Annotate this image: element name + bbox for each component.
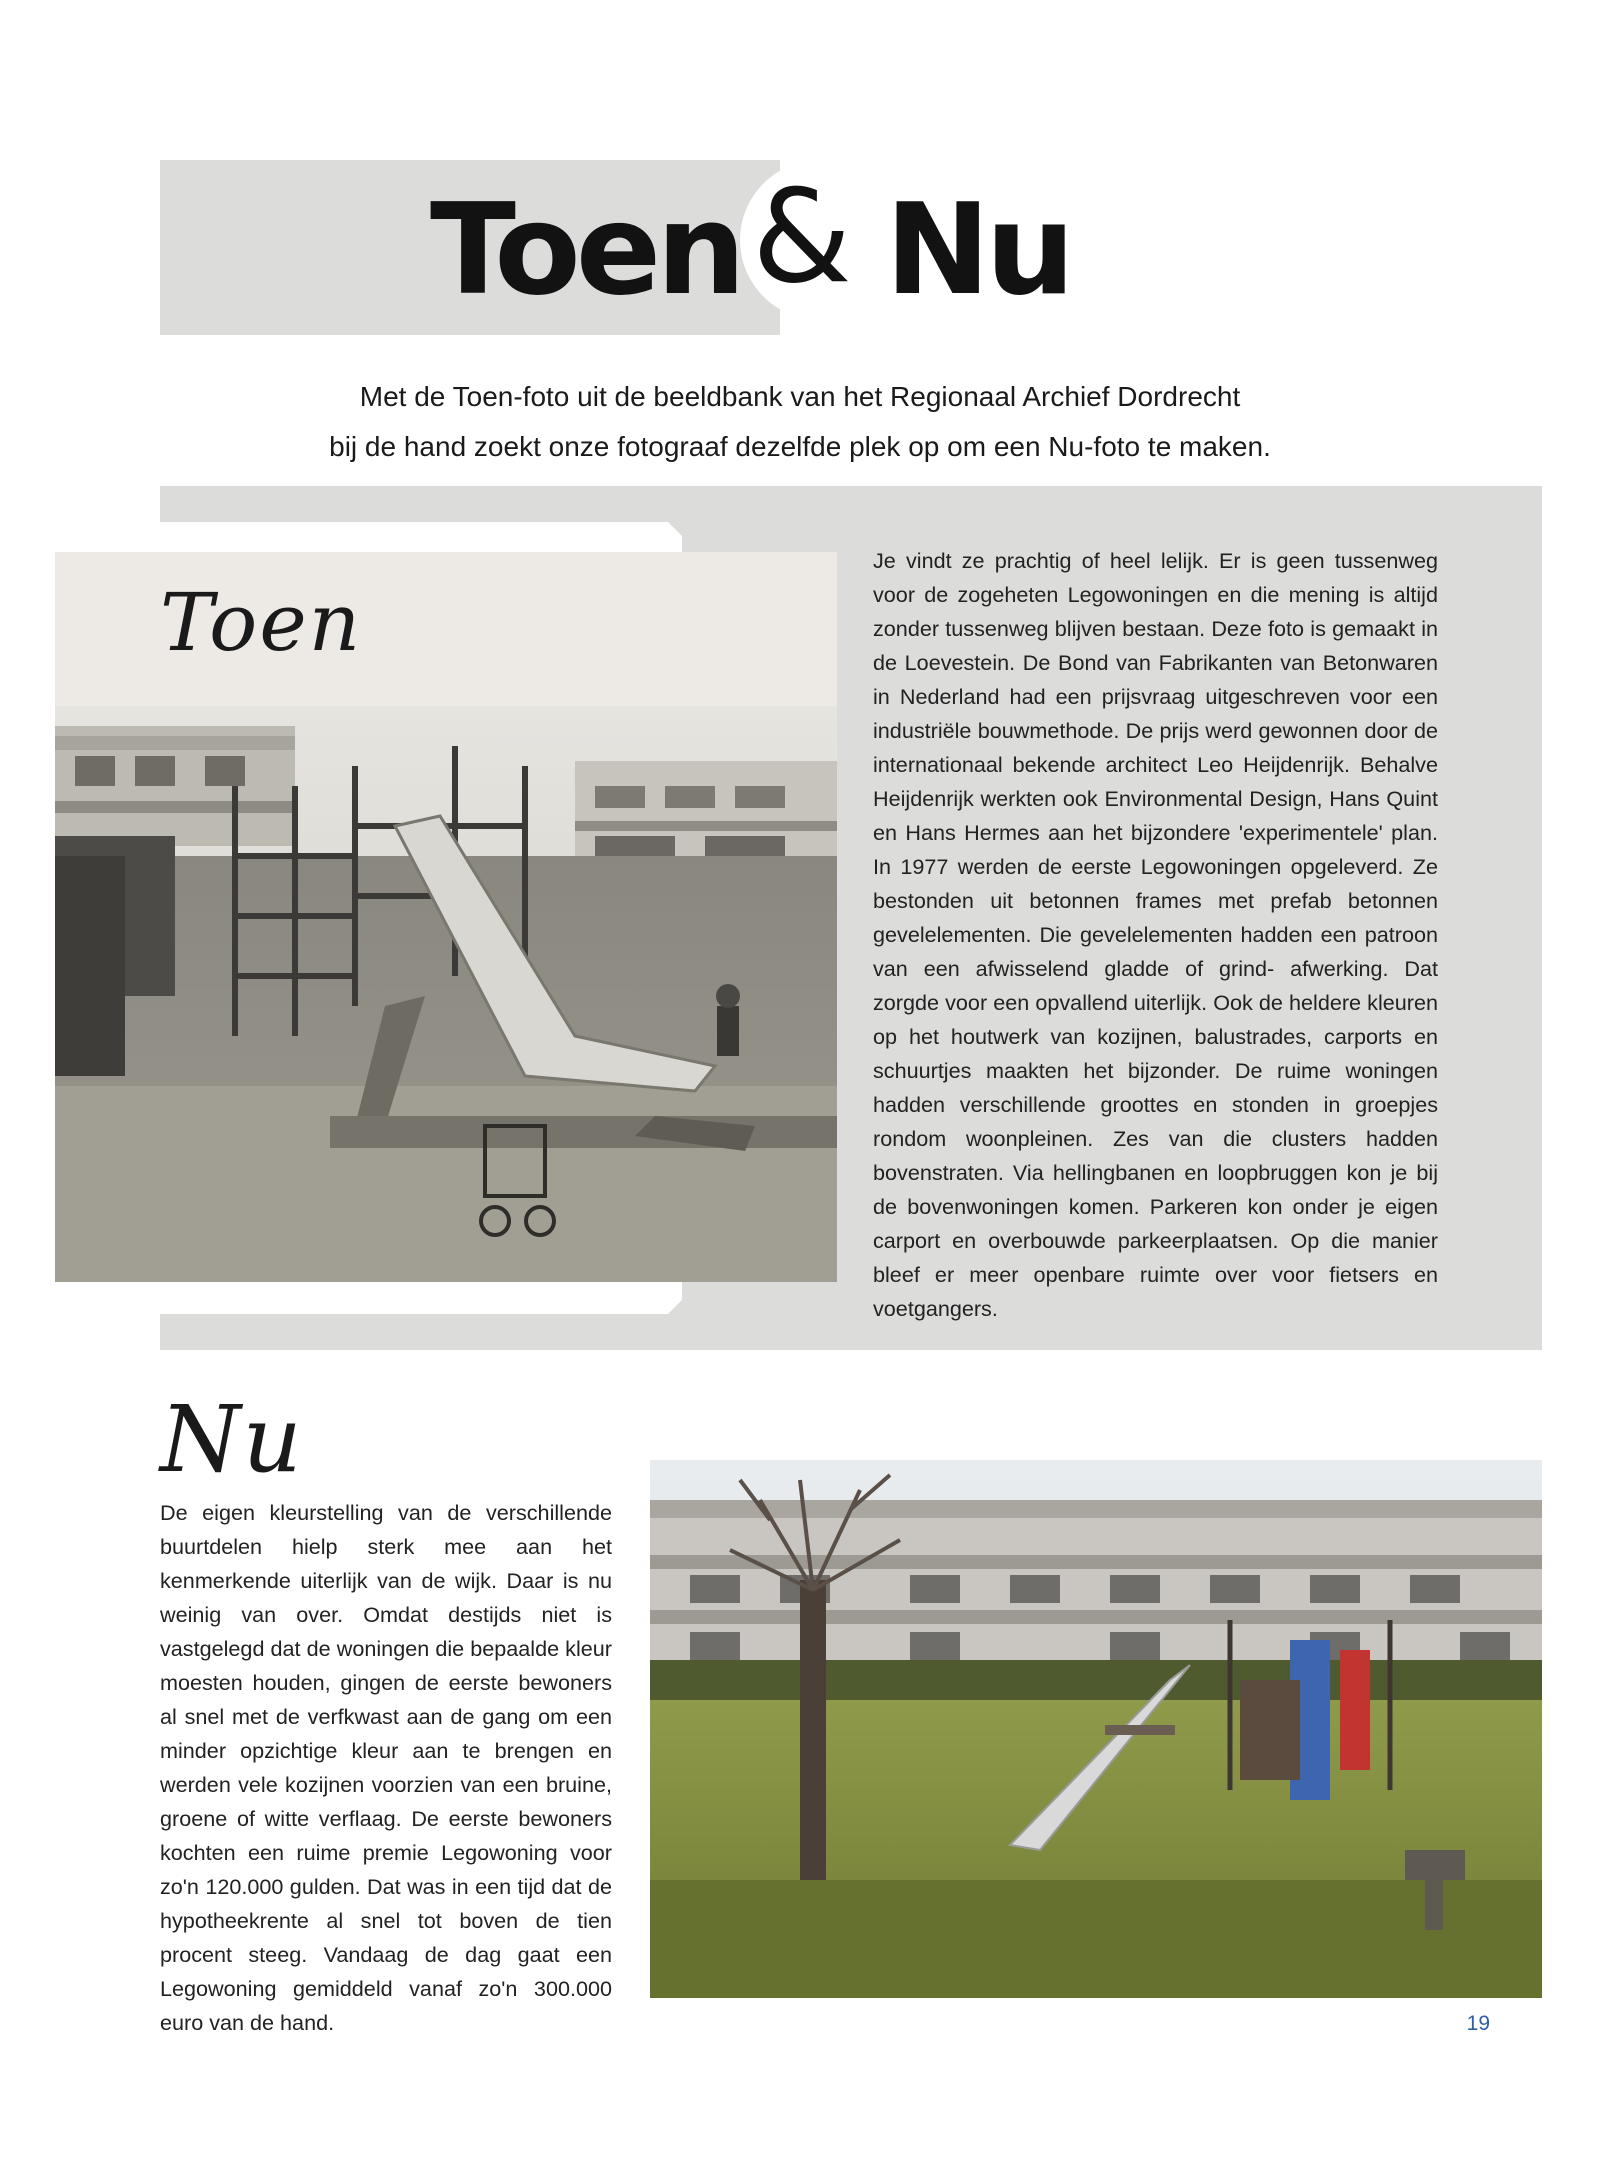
page-number: 19 — [1466, 2012, 1490, 2035]
title-ampersand: & — [752, 163, 852, 312]
toen-photo — [55, 706, 837, 1282]
nu-paragraph: De eigen kleurstelling van de verschillende buurtdelen hielp sterk mee aan het kenmerkende uiterlijk van de wijk. Daar is nu weinig van over. Omdat destijds niet is vastgelegd dat de woningen die bepaalde kleur moesten houden, gingen de eerste bewoners al snel met de verfkwast aan de gang om een minder opzichtige kleur aan te brengen en werden vele kozijnen voorzien van een bruine, groene of witte verflaag. De eerste bewoners kochten een ruime premie Legowoning voor zo'n 120.000 gulden. Dat was in een tijd dat de hypotheekrente al snel tot boven de tien procent steeg. Vandaag de dag gaat een Legowoning gemiddeld vanaf zo'n 300.000 euro van de hand. — [160, 1500, 612, 2035]
nu-script-label: Nu — [160, 1386, 304, 1493]
intro-line-1: Met de Toen-foto uit de beeldbank van het Regionaal Archief Dordrecht — [359, 381, 1241, 412]
title-toen: Toen — [430, 176, 741, 323]
intro-line-2: bij de hand zoekt onze fotograaf dezelfde plek op om een Nu-foto te maken. — [329, 431, 1271, 462]
toen-script-label: Toen — [160, 576, 363, 669]
toen-article-text — [873, 544, 1438, 1326]
intro-text — [160, 372, 1440, 472]
nu-photo — [650, 1460, 1542, 1998]
title-nu: Nu — [885, 176, 1071, 323]
toen-paragraph: Je vindt ze prachtig of heel lelijk. Er is geen tussenweg voor de zogeheten Legowoningen en die mening is altijd zonder tussenweg blijven bestaan. Deze foto is gemaakt in de Loevestein. De Bond van Fabrikanten van Betonwaren in Nederland had een prijsvraag uitgeschreven voor een industriële bouwmethode. De prijs werd gewonnen door de internationaal bekende architect Leo Heijdenrijk. Behalve Heijdenrijk werkten ook Environmental Design, Hans Quint en Hans Hermes aan het bijzondere 'experimentele' plan. In 1977 werden de eerste Legowoningen opgeleverd. Ze bestonden uit betonnen frames met prefab betonnen gevelelementen. Die gevelelementen hadden een patroon van een afwisselend gladde of grind- afwerking. Dat zorgde voor een opvallend uiterlijk. Ook de heldere kleuren op het houtwerk van kozijnen, balustrades, carports en schuurtjes maakten het bijzonder. De ruime woningen hadden verschillende groottes en stonden in groepjes rondom woonpleinen. Zes van die clusters hadden bovenstraten. Via hellingbanen en loopbruggen kon je bij de bovenwoningen komen. Parkeren kon onder je eigen carport en overbouwde parkeerplaatsen. Op die manier bleef er meer openbare ruimte over voor fietsers en voetgangers. — [873, 548, 1438, 1321]
nu-article-text — [160, 1496, 612, 2040]
